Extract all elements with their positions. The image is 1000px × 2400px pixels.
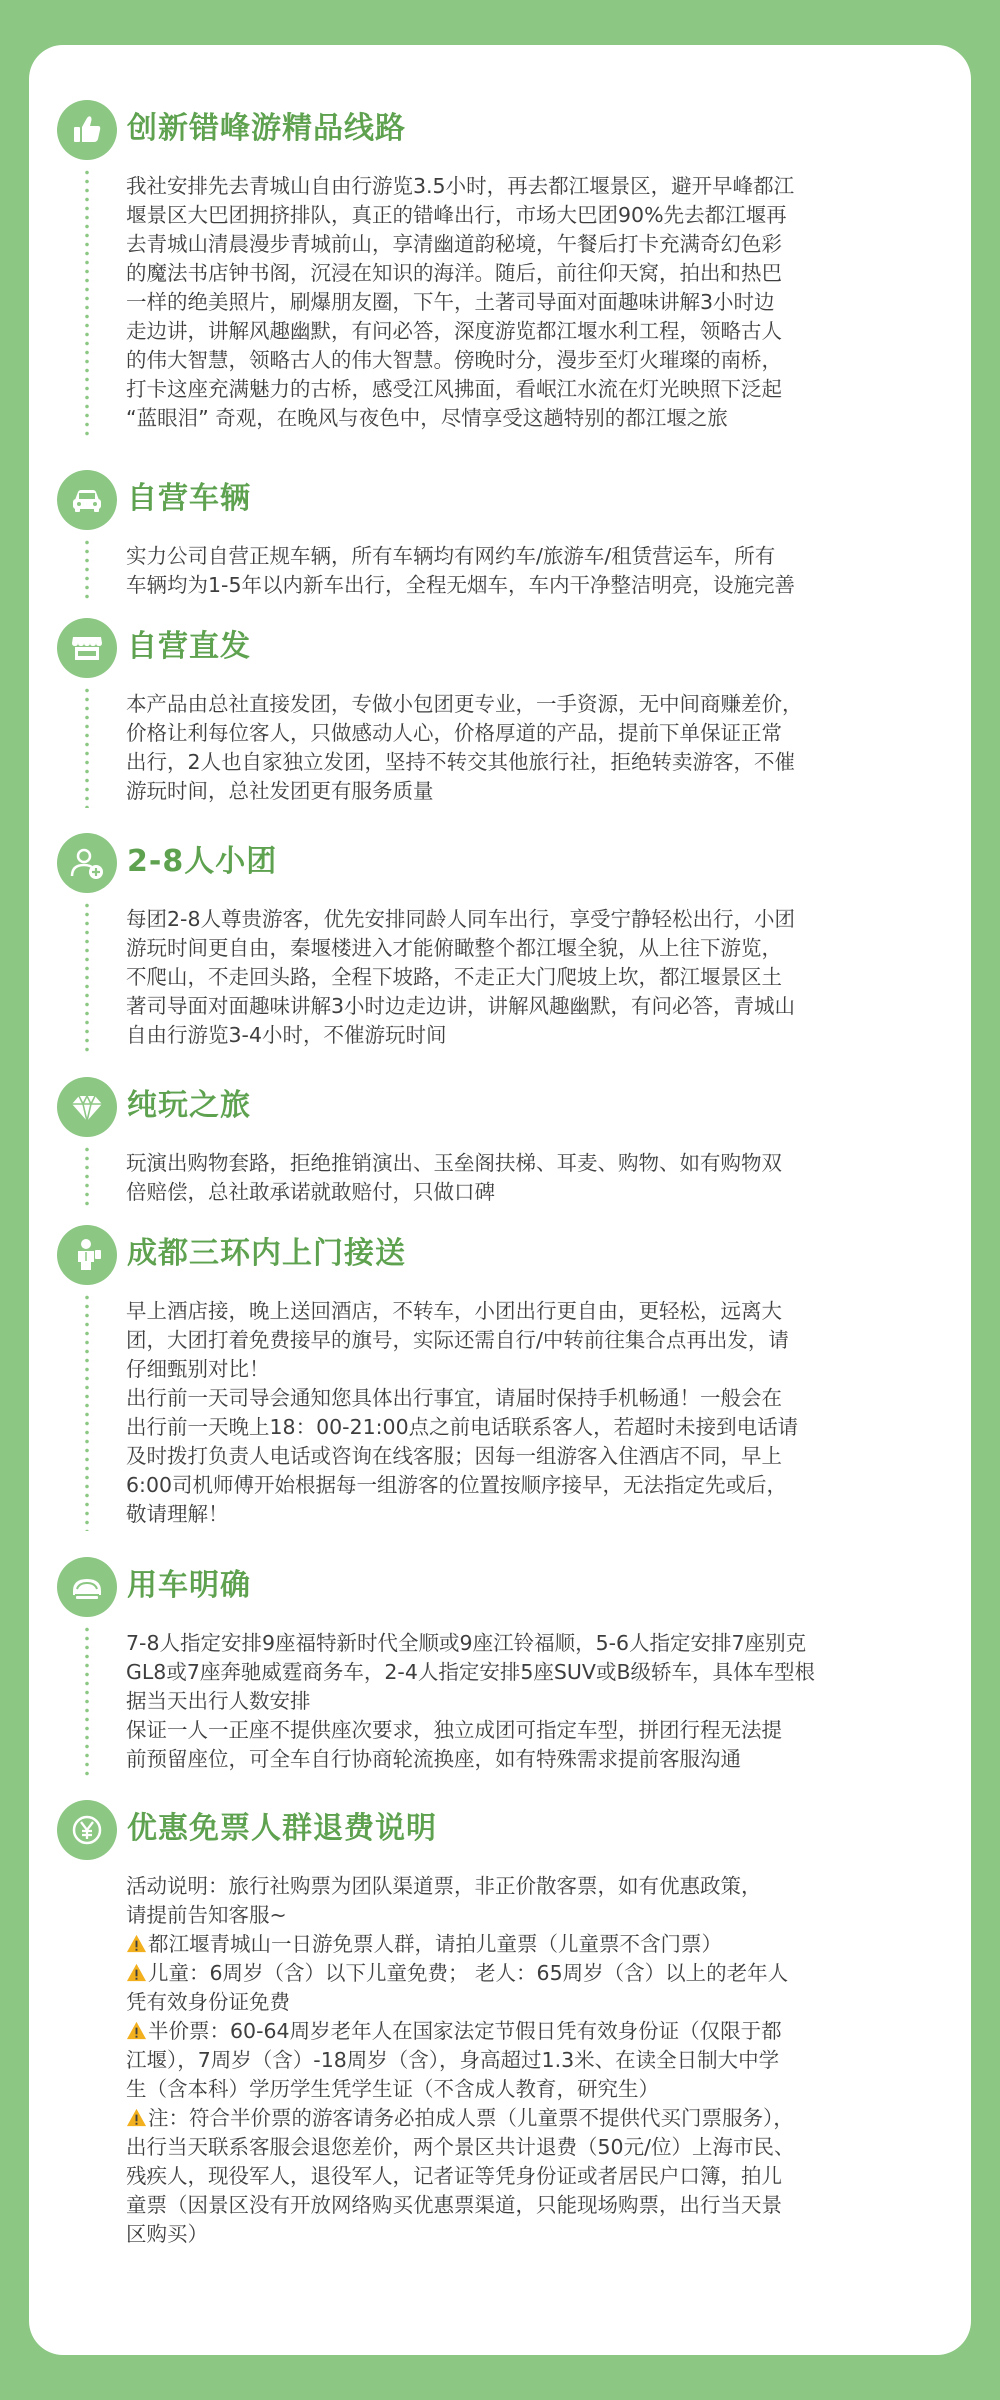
body-line-text: 自由行游览3-4小时，不催游玩时间	[126, 1023, 447, 1047]
body-line	[126, 230, 966, 259]
body-line	[126, 905, 966, 934]
body-line	[126, 934, 966, 963]
body-line-text: 仔细甄别对比！	[126, 1357, 270, 1381]
content-card	[29, 45, 971, 2355]
body-line-text: 团，大团打着免费接早的旗号，实际还需自行/中转前往集合点再出发，请	[126, 1328, 789, 1352]
body-line-text: 前预留座位，可全车自行协商轮流换座，如有特殊需求提前客服沟通	[126, 1747, 741, 1771]
body-line	[126, 1500, 966, 1529]
body-line	[126, 2046, 966, 2075]
body-line-text: 注：符合半价票的游客请务必拍成人票（儿童票不提供代买门票服务），	[148, 2106, 794, 2130]
warning-icon	[126, 2107, 147, 2128]
section-body	[126, 905, 966, 1050]
section-title: 优惠免票人群退费说明	[127, 1811, 437, 1846]
body-line-text: 去青城山清晨漫步青城前山，享清幽道韵秘境，午餐后打卡充满奇幻色彩	[126, 232, 782, 256]
body-line-text: 出行当天联系客服会退您差价，两个景区共计退费（50元/位）上海市民、	[126, 2135, 795, 2159]
user-plus-icon	[57, 833, 117, 893]
body-line-text: 都江堰青城山一日游免票人群，请拍儿童票（儿童票不含门票）	[148, 1932, 722, 1956]
dotted-divider	[85, 1293, 89, 1531]
body-line	[126, 1442, 966, 1471]
section-title: 用车明确	[127, 1568, 251, 1603]
body-line	[126, 2191, 966, 2220]
body-line-text: 每团2-8人尊贵游客，优先安排同龄人同车出行，享受宁静轻松出行，小团	[126, 907, 795, 931]
body-line	[126, 172, 966, 201]
dotted-divider	[85, 1625, 89, 1776]
body-line-text: 保证一人一正座不提供座次要求，独立成团可指定车型，拼团行程无法提	[126, 1718, 782, 1742]
body-line	[126, 1355, 966, 1384]
body-line	[126, 1149, 966, 1178]
dotted-divider	[85, 901, 89, 1052]
body-line-text: 出行前一天司导会通知您具体出行事宜，请届时保持手机畅通！一般会在	[126, 1386, 782, 1410]
body-line-text: 凭有效身份证免费	[126, 1990, 290, 2014]
body-line	[126, 1901, 966, 1930]
body-line	[126, 1745, 966, 1774]
body-line-text: 7-8人指定安排9座福特新时代全顺或9座江铃福顺，5-6人指定安排7座别克	[126, 1631, 807, 1655]
body-line	[126, 690, 966, 719]
dotted-divider	[85, 686, 89, 808]
body-line-text: 早上酒店接，晚上送回酒店，不转车，小团出行更自由，更轻松，远离大	[126, 1299, 782, 1323]
body-line	[126, 748, 966, 777]
body-line-text: 我社安排先去青城山自由行游览3.5小时，再去都江堰景区，避开早峰都江	[126, 174, 795, 198]
body-line	[126, 1471, 966, 1500]
body-line	[126, 571, 966, 600]
dotted-divider	[85, 538, 89, 602]
body-line-text: 及时拨打负责人电话或咨询在线客服；因每一组游客入住酒店不同，早上	[126, 1444, 782, 1468]
body-line	[126, 2104, 966, 2133]
body-line-text: 儿童：6周岁（含）以下儿童免费； 老人：65周岁（含）以上的老年人	[148, 1961, 789, 1985]
section-title: 自营直发	[127, 629, 251, 664]
body-line-text: 江堰），7周岁（含）-18周岁（含），身高超过1.3米、在读全日制大中学	[126, 2048, 780, 2072]
body-line-text: 实力公司自营正规车辆，所有车辆均有网约车/旅游车/租赁营运车，所有	[126, 544, 776, 568]
body-line	[126, 317, 966, 346]
warning-icon	[126, 1933, 147, 1954]
bus-front-icon	[57, 1557, 117, 1617]
body-line	[126, 288, 966, 317]
body-line	[126, 1326, 966, 1355]
body-line	[126, 542, 966, 571]
body-line-text: 半价票：60-64周岁老年人在国家法定节假日凭有效身份证（仅限于都	[148, 2019, 782, 2043]
section-title: 纯玩之旅	[127, 1088, 251, 1123]
body-line-text: 的伟大智慧，领略古人的伟大智慧。傍晚时分，漫步至灯火璀璨的南桥，	[126, 348, 782, 372]
body-line	[126, 404, 966, 433]
body-line	[126, 1658, 966, 1687]
body-line-text: 生（含本科）学历学生凭学生证（不含成人教育，研究生）	[126, 2077, 659, 2101]
section-body	[126, 172, 966, 433]
body-line-text: 游玩时间更自由，秦堰楼进入才能俯瞰整个都江堰全貌，从上往下游览，	[126, 936, 782, 960]
body-line	[126, 1021, 966, 1050]
body-line	[126, 1687, 966, 1716]
body-line-text: 出行前一天晚上18：00-21:00点之前电话联系客人，若超时未接到电话请	[126, 1415, 799, 1439]
section-body	[126, 1297, 966, 1529]
body-line	[126, 1930, 966, 1959]
section-title: 2-8人小团	[127, 844, 278, 879]
body-line	[126, 719, 966, 748]
body-line-text: 的魔法书店钟书阁，沉浸在知识的海洋。随后，前往仰天窝，拍出和热巴	[126, 261, 782, 285]
shop-icon	[57, 618, 117, 678]
body-line-text: 活动说明：旅行社购票为团队渠道票，非正价散客票，如有优惠政策，	[126, 1874, 762, 1898]
body-line-text: 车辆均为1-5年以内新车出行，全程无烟车，车内干净整洁明亮，设施完善	[126, 573, 795, 597]
body-line-text: 请提前告知客服~	[126, 1903, 287, 1927]
body-line	[126, 2075, 966, 2104]
warning-icon	[126, 2020, 147, 2041]
body-line-text: 童票（因景区没有开放网络购买优惠票渠道，只能现场购票，出行当天景	[126, 2193, 782, 2217]
body-line	[126, 963, 966, 992]
body-line-text: 6:00司机师傅开始根据每一组游客的位置按顺序接早，无法指定先或后，	[126, 1473, 788, 1497]
body-line-text: 玩演出购物套路，拒绝推销演出、玉垒阁扶梯、耳麦、购物、如有购物双	[126, 1151, 782, 1175]
body-line	[126, 1384, 966, 1413]
body-line-text: “蓝眼泪” 奇观，在晚风与夜色中，尽情享受这趟特别的都江堰之旅	[126, 406, 728, 430]
body-line-text: 堰景区大巴团拥挤排队，真正的错峰出行，市场大巴团90%先去都江堰再	[126, 203, 787, 227]
body-line-text: 走边讲，讲解风趣幽默，有问必答，深度游览都江堰水利工程，领略古人	[126, 319, 782, 343]
body-line	[126, 2133, 966, 2162]
person-icon	[57, 1225, 117, 1285]
body-line	[126, 1716, 966, 1745]
section-body	[126, 542, 966, 600]
body-line-text: 出行，2人也自家独立发团，坚持不转交其他旅行社，拒绝转卖游客，不催	[126, 750, 796, 774]
dotted-divider	[85, 168, 89, 436]
body-line-text: 本产品由总社直接发团，专做小包团更专业，一手资源，无中间商赚差价，	[126, 692, 803, 716]
body-line	[126, 1178, 966, 1207]
body-line	[126, 375, 966, 404]
body-line	[126, 1872, 966, 1901]
body-line	[126, 777, 966, 806]
body-line	[126, 2017, 966, 2046]
body-line-text: 著司导面对面趣味讲解3小时边走边讲，讲解风趣幽默，有问必答，青城山	[126, 994, 796, 1018]
body-line-text: 倍赔偿，总社敢承诺就敢赔付，只做口碑	[126, 1180, 495, 1204]
diamond-icon	[57, 1077, 117, 1137]
body-line-text: 敬请理解！	[126, 1502, 229, 1526]
thumbs-up-icon	[57, 100, 117, 160]
body-line	[126, 1988, 966, 2017]
body-line	[126, 1413, 966, 1442]
body-line-text: 打卡这座充满魅力的古桥，感受江风拂面，看岷江水流在灯光映照下泛起	[126, 377, 782, 401]
body-line	[126, 259, 966, 288]
body-line-text: 残疾人，现役军人，退役军人，记者证等凭身份证或者居民户口簿，拍儿	[126, 2164, 782, 2188]
body-line-text: 一样的绝美照片，刷爆朋友圈，下午，土著司导面对面趣味讲解3小时边	[126, 290, 775, 314]
body-line-text: GL8或7座奔驰威霆商务车，2-4人指定安排5座SUV或B级轿车，具体车型根	[126, 1660, 816, 1684]
body-line	[126, 1629, 966, 1658]
body-line-text: 区购买）	[126, 2222, 208, 2246]
section-title: 自营车辆	[127, 481, 251, 516]
body-line	[126, 1297, 966, 1326]
section-title: 成都三环内上门接送	[127, 1236, 406, 1271]
section-body	[126, 690, 966, 806]
warning-icon	[126, 1962, 147, 1983]
body-line	[126, 2220, 966, 2249]
body-line-text: 游玩时间，总社发团更有服务质量	[126, 779, 434, 803]
section-body	[126, 1149, 966, 1207]
yen-icon	[57, 1800, 117, 1860]
body-line	[126, 2162, 966, 2191]
body-line-text: 价格让利每位客人，只做感动人心，价格厚道的产品，提前下单保证正常	[126, 721, 782, 745]
section-title: 创新错峰游精品线路	[127, 111, 406, 146]
body-line	[126, 201, 966, 230]
section-body	[126, 1872, 966, 2249]
body-line	[126, 992, 966, 1021]
car-icon	[57, 470, 117, 530]
body-line-text: 不爬山，不走回头路，全程下坡路，不走正大门爬坡上坎，都江堰景区土	[126, 965, 782, 989]
body-line	[126, 346, 966, 375]
body-line-text: 据当天出行人数安排	[126, 1689, 311, 1713]
dotted-divider	[85, 1145, 89, 1209]
section-body	[126, 1629, 966, 1774]
body-line	[126, 1959, 966, 1988]
